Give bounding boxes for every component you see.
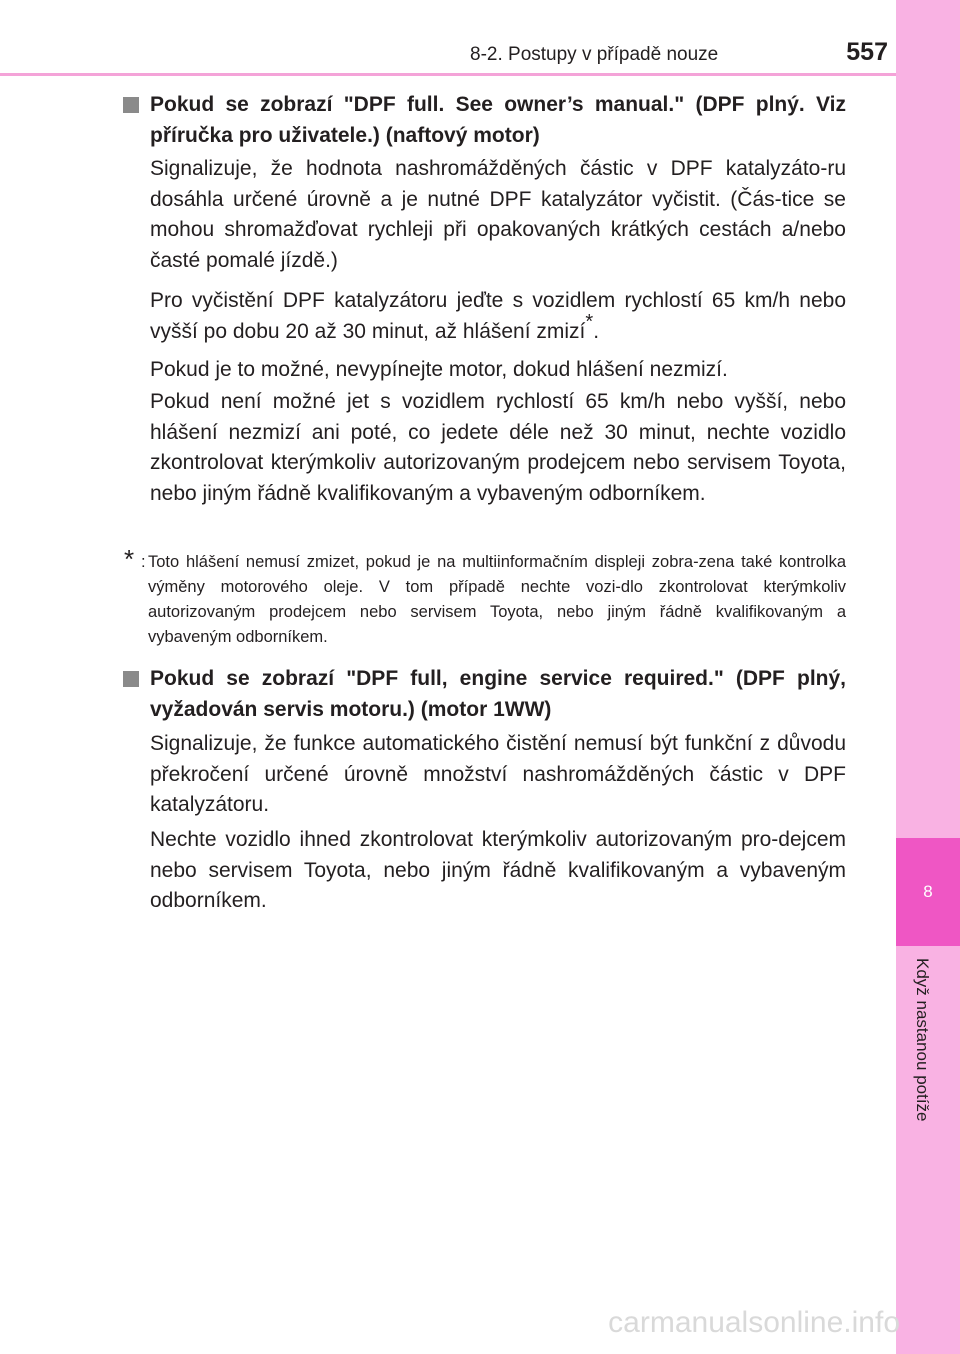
section-heading-engine-service xyxy=(150,663,846,725)
chapter-title: Když nastanou potíže xyxy=(913,958,932,1122)
paragraph: Nechte vozidlo ihned zkontrolovat kterýmkoliv autorizovaným pro-dejcem nebo servisem Toyota, nebo jiným řádně kvalifikovaným a vybaveným odborníkem. xyxy=(150,828,846,912)
side-bar xyxy=(896,0,960,1354)
page-number: 557 xyxy=(846,38,888,66)
watermark: carmanualsonline.info xyxy=(608,1306,900,1339)
chapter-tab[interactable] xyxy=(896,838,960,946)
paragraph: Signalizuje, že funkce automatického čistění nemusí být funkční z důvodu překročení určené úrovně množství nashromážděných částic v DPF katalyzátoru. xyxy=(150,732,846,816)
paragraph: Signalizuje, že hodnota nashromážděných částic v DPF katalyzáto-ru dosáhla určené úrovně a je nutné DPF katalyzátor vyčistit. (Čás-tice se mohou shromažďovat rychleji při opakovaných krátkých cestách a/nebo časté pomalé jízdě.) xyxy=(150,157,846,272)
section-heading-dpf-full xyxy=(150,89,846,151)
paragraph: Pokud není možné jet s vozidlem rychlostí 65 km/h nebo vyšší, nebo hlášení nezmizí ani poté, co jedete déle než 30 minut, nechte vozidlo zkontrolovat kterýmkoliv autorizovaným prodejcem nebo servisem Toyota, nebo jiným řádně kvalifikovaným a vybaveným odborníkem. xyxy=(150,390,846,505)
footnote-text: Toto hlášení nemusí zmizet, pokud je na multiinformačním displeji zobra-zena také kontrolka výměny motorového oleje. V tom případě nechte vozi-dlo zkontrolovat kterýmkoliv autorizovaným prodejcem nebo servisem Toyota, nebo jiným řádně kvalifikovaným a vybaveným odborníkem. xyxy=(148,553,846,646)
section-title: 8-2. Postupy v případě nouze xyxy=(470,44,719,65)
footnote xyxy=(124,544,846,650)
square-bullet-icon xyxy=(123,671,139,687)
heading-text: Pokud se zobrazí "DPF full, engine service required." (DPF plný, vyžadován servis motoru.) (motor 1WW) xyxy=(150,667,846,721)
footnote-reference: * xyxy=(585,310,594,333)
chapter-number: 8 xyxy=(923,882,933,901)
paragraph: Pokud je to možné, nevypínejte motor, dokud hlášení nezmizí. xyxy=(150,358,728,381)
paragraph xyxy=(150,286,846,347)
header-rule xyxy=(0,73,896,76)
heading-text: Pokud se zobrazí "DPF full. See owner’s manual." (DPF plný. Viz příručka pro uživatele.) (naftový motor) xyxy=(150,93,846,147)
footnote-colon: : xyxy=(141,553,146,571)
paragraph-end: . xyxy=(593,319,600,343)
footnote-marker: * xyxy=(124,544,135,574)
square-bullet-icon xyxy=(123,97,139,113)
paragraph-text: Pro vyčistění DPF katalyzátoru jeďte s vozidlem rychlostí 65 km/h nebo vyšší po dobu 20 až 30 minut, až hlášení zmizí xyxy=(150,289,846,343)
